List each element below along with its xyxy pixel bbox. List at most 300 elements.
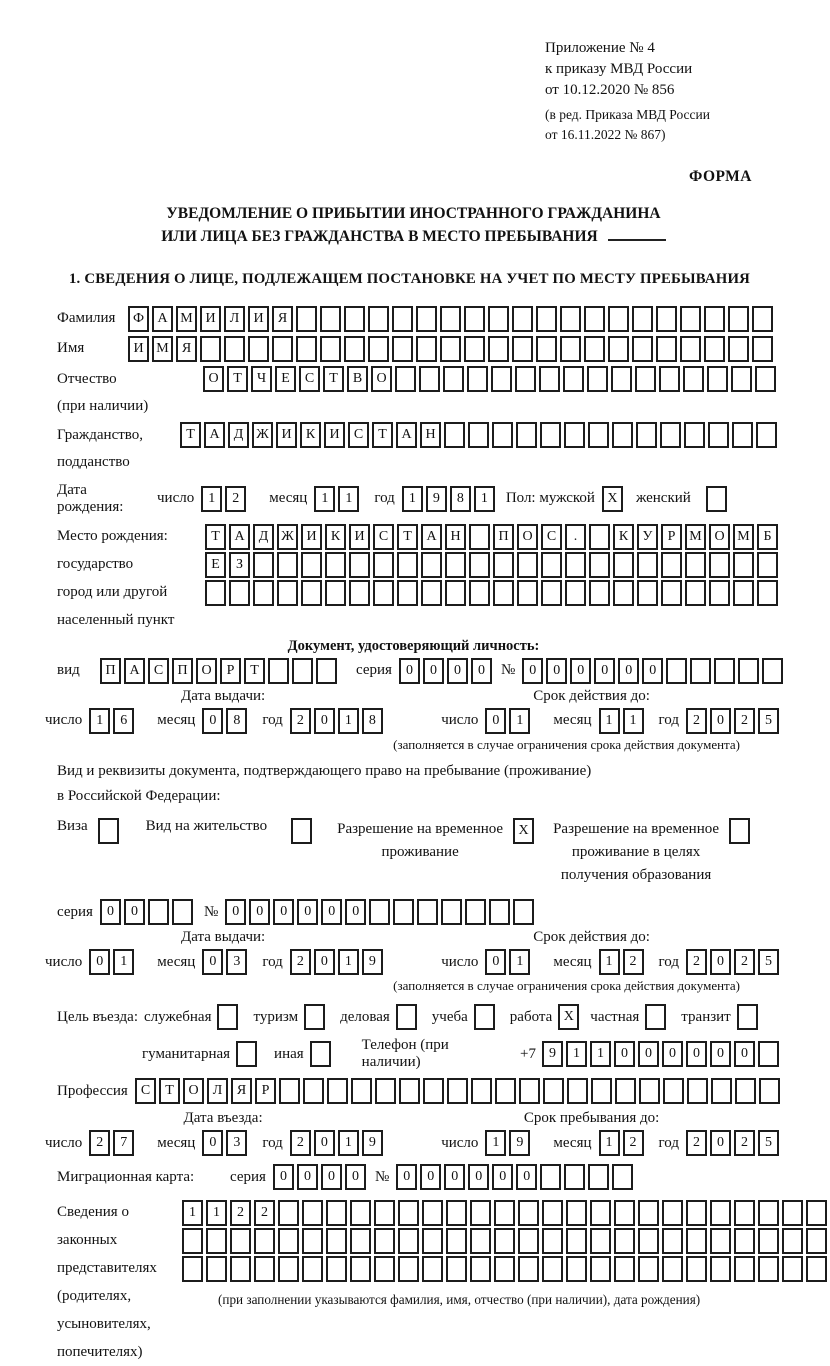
char-cell-empty[interactable]	[278, 1256, 299, 1282]
char-cell-filled[interactable]: 1	[182, 1200, 203, 1226]
char-cell-empty[interactable]	[253, 552, 274, 578]
char-cell-filled[interactable]: О	[196, 658, 217, 684]
char-cell-filled[interactable]: 2	[734, 708, 755, 734]
char-cell-filled[interactable]: И	[301, 524, 322, 550]
char-cell-filled[interactable]: 0	[485, 949, 506, 975]
char-cell-filled[interactable]: К	[325, 524, 346, 550]
char-cell-filled[interactable]: 3	[226, 949, 247, 975]
char-cell-empty[interactable]	[536, 306, 557, 332]
char-cell-empty[interactable]	[612, 1164, 633, 1190]
char-cell-filled[interactable]: С	[373, 524, 394, 550]
char-cell-filled[interactable]: 0	[124, 899, 145, 925]
char-cell-empty[interactable]	[756, 422, 777, 448]
char-cell-filled[interactable]: Л	[207, 1078, 228, 1104]
char-cell-empty[interactable]	[566, 1200, 587, 1226]
char-cell-empty[interactable]	[758, 1256, 779, 1282]
char-cell-empty[interactable]	[758, 1228, 779, 1254]
char-cell-filled[interactable]: 0	[314, 1130, 335, 1156]
char-cell-filled[interactable]: 1	[338, 708, 359, 734]
char-cell-empty[interactable]	[542, 1228, 563, 1254]
char-cell-filled[interactable]: 0	[420, 1164, 441, 1190]
char-cell-empty[interactable]	[567, 1078, 588, 1104]
char-cell-filled[interactable]: 0	[642, 658, 663, 684]
char-cell-filled[interactable]: 0	[638, 1041, 659, 1067]
char-cell-empty[interactable]	[587, 366, 608, 392]
char-cell-empty[interactable]	[292, 658, 313, 684]
char-cell-filled[interactable]: 9	[509, 1130, 530, 1156]
char-cell-filled[interactable]: 0	[522, 658, 543, 684]
char-cell-empty[interactable]	[590, 1228, 611, 1254]
char-cell-empty[interactable]	[469, 580, 490, 606]
char-cell-filled[interactable]: 0	[546, 658, 567, 684]
char-cell-empty[interactable]	[464, 306, 485, 332]
char-cell-empty[interactable]	[656, 336, 677, 362]
char-cell-empty[interactable]	[516, 422, 537, 448]
char-cell-empty[interactable]	[661, 580, 682, 606]
char-cell-empty[interactable]	[661, 552, 682, 578]
char-cell-filled[interactable]: 0	[345, 1164, 366, 1190]
char-cell-filled[interactable]: 3	[226, 1130, 247, 1156]
char-cell-filled[interactable]: А	[152, 306, 173, 332]
char-cell-empty[interactable]	[392, 306, 413, 332]
char-cell-filled[interactable]: 0	[297, 1164, 318, 1190]
char-cell-empty[interactable]	[493, 580, 514, 606]
char-cell-empty[interactable]	[310, 1041, 331, 1067]
char-cell-filled[interactable]: Т	[180, 422, 201, 448]
char-cell-filled[interactable]: О	[203, 366, 224, 392]
char-cell-filled[interactable]: 2	[290, 708, 311, 734]
char-cell-filled[interactable]: Д	[228, 422, 249, 448]
char-cell-filled[interactable]: 2	[623, 949, 644, 975]
char-cell-filled[interactable]: 1	[599, 949, 620, 975]
char-cell-empty[interactable]	[423, 1078, 444, 1104]
char-cell-empty[interactable]	[278, 1200, 299, 1226]
char-cell-empty[interactable]	[278, 1228, 299, 1254]
char-cell-empty[interactable]	[762, 658, 783, 684]
char-cell-empty[interactable]	[303, 1078, 324, 1104]
char-cell-filled[interactable]: 2	[225, 486, 246, 512]
char-cell-empty[interactable]	[296, 336, 317, 362]
char-cell-empty[interactable]	[584, 306, 605, 332]
char-cell-empty[interactable]	[373, 580, 394, 606]
char-cell-filled[interactable]: 2	[290, 949, 311, 975]
char-cell-empty[interactable]	[446, 1228, 467, 1254]
char-cell-filled[interactable]: 2	[686, 949, 707, 975]
char-cell-empty[interactable]	[608, 306, 629, 332]
char-cell-filled[interactable]: X	[602, 486, 623, 512]
char-cell-empty[interactable]	[518, 1228, 539, 1254]
char-cell-filled[interactable]: 0	[314, 949, 335, 975]
char-cell-empty[interactable]	[656, 306, 677, 332]
char-cell-filled[interactable]: 9	[362, 1130, 383, 1156]
char-cell-filled[interactable]: 2	[254, 1200, 275, 1226]
char-cell-filled[interactable]: И	[276, 422, 297, 448]
char-cell-filled[interactable]: А	[229, 524, 250, 550]
char-cell-empty[interactable]	[680, 306, 701, 332]
char-cell-empty[interactable]	[515, 366, 536, 392]
char-cell-empty[interactable]	[806, 1256, 827, 1282]
char-cell-filled[interactable]: 0	[614, 1041, 635, 1067]
char-cell-empty[interactable]	[419, 366, 440, 392]
char-cell-empty[interactable]	[662, 1256, 683, 1282]
char-cell-empty[interactable]	[396, 1004, 417, 1030]
char-cell-empty[interactable]	[374, 1228, 395, 1254]
char-cell-empty[interactable]	[464, 336, 485, 362]
char-cell-empty[interactable]	[230, 1256, 251, 1282]
char-cell-empty[interactable]	[492, 422, 513, 448]
char-cell-filled[interactable]: Ч	[251, 366, 272, 392]
char-cell-filled[interactable]: А	[396, 422, 417, 448]
char-cell-empty[interactable]	[494, 1228, 515, 1254]
char-cell-filled[interactable]: 2	[686, 1130, 707, 1156]
char-cell-empty[interactable]	[704, 336, 725, 362]
char-cell-filled[interactable]: 1	[590, 1041, 611, 1067]
char-cell-filled[interactable]: Т	[323, 366, 344, 392]
char-cell-filled[interactable]: 0	[202, 949, 223, 975]
char-cell-empty[interactable]	[489, 899, 510, 925]
char-cell-filled[interactable]: 0	[89, 949, 110, 975]
char-cell-filled[interactable]: И	[248, 306, 269, 332]
char-cell-empty[interactable]	[445, 580, 466, 606]
char-cell-filled[interactable]: 0	[321, 899, 342, 925]
char-cell-empty[interactable]	[517, 580, 538, 606]
char-cell-filled[interactable]: Д	[253, 524, 274, 550]
char-cell-empty[interactable]	[349, 580, 370, 606]
char-cell-empty[interactable]	[421, 580, 442, 606]
char-cell-filled[interactable]: Р	[220, 658, 241, 684]
char-cell-empty[interactable]	[540, 1164, 561, 1190]
char-cell-empty[interactable]	[518, 1256, 539, 1282]
char-cell-empty[interactable]	[589, 524, 610, 550]
char-cell-empty[interactable]	[368, 306, 389, 332]
char-cell-empty[interactable]	[806, 1200, 827, 1226]
char-cell-empty[interactable]	[374, 1256, 395, 1282]
char-cell-empty[interactable]	[732, 422, 753, 448]
char-cell-filled[interactable]: 8	[362, 708, 383, 734]
char-cell-filled[interactable]: X	[513, 818, 534, 844]
char-cell-empty[interactable]	[474, 1004, 495, 1030]
char-cell-empty[interactable]	[707, 366, 728, 392]
char-cell-filled[interactable]: 0	[273, 899, 294, 925]
char-cell-empty[interactable]	[253, 580, 274, 606]
char-cell-empty[interactable]	[612, 422, 633, 448]
char-cell-empty[interactable]	[566, 1228, 587, 1254]
char-cell-empty[interactable]	[291, 818, 312, 844]
char-cell-filled[interactable]: 5	[758, 708, 779, 734]
char-cell-empty[interactable]	[710, 1228, 731, 1254]
char-cell-filled[interactable]: 0	[516, 1164, 537, 1190]
char-cell-empty[interactable]	[519, 1078, 540, 1104]
char-cell-empty[interactable]	[659, 366, 680, 392]
char-cell-filled[interactable]: И	[324, 422, 345, 448]
char-cell-filled[interactable]: 0	[468, 1164, 489, 1190]
char-cell-empty[interactable]	[230, 1228, 251, 1254]
char-cell-empty[interactable]	[645, 1004, 666, 1030]
char-cell-filled[interactable]: О	[183, 1078, 204, 1104]
char-cell-filled[interactable]: 0	[100, 899, 121, 925]
char-cell-empty[interactable]	[172, 899, 193, 925]
char-cell-filled[interactable]: Т	[244, 658, 265, 684]
char-cell-empty[interactable]	[440, 336, 461, 362]
char-cell-empty[interactable]	[494, 1200, 515, 1226]
char-cell-empty[interactable]	[637, 580, 658, 606]
char-cell-empty[interactable]	[635, 366, 656, 392]
char-cell-empty[interactable]	[709, 552, 730, 578]
char-cell-filled[interactable]: 0	[570, 658, 591, 684]
char-cell-empty[interactable]	[465, 899, 486, 925]
char-cell-filled[interactable]: 1	[509, 708, 530, 734]
char-cell-empty[interactable]	[542, 1256, 563, 1282]
char-cell-empty[interactable]	[467, 366, 488, 392]
char-cell-filled[interactable]: Я	[176, 336, 197, 362]
char-cell-filled[interactable]: 0	[202, 1130, 223, 1156]
char-cell-filled[interactable]: 1	[89, 708, 110, 734]
char-cell-empty[interactable]	[398, 1256, 419, 1282]
char-cell-empty[interactable]	[687, 1078, 708, 1104]
char-cell-empty[interactable]	[541, 580, 562, 606]
char-cell-empty[interactable]	[443, 366, 464, 392]
char-cell-empty[interactable]	[738, 658, 759, 684]
char-cell-empty[interactable]	[589, 552, 610, 578]
char-cell-empty[interactable]	[566, 1256, 587, 1282]
char-cell-filled[interactable]: 0	[710, 708, 731, 734]
char-cell-filled[interactable]: Е	[275, 366, 296, 392]
char-cell-empty[interactable]	[512, 306, 533, 332]
char-cell-empty[interactable]	[615, 1078, 636, 1104]
char-cell-empty[interactable]	[752, 306, 773, 332]
char-cell-empty[interactable]	[589, 580, 610, 606]
char-cell-filled[interactable]: 8	[450, 486, 471, 512]
char-cell-filled[interactable]: 0	[345, 899, 366, 925]
char-cell-empty[interactable]	[638, 1228, 659, 1254]
char-cell-empty[interactable]	[608, 336, 629, 362]
char-cell-filled[interactable]: 0	[423, 658, 444, 684]
char-cell-empty[interactable]	[685, 552, 706, 578]
char-cell-empty[interactable]	[686, 1200, 707, 1226]
char-cell-empty[interactable]	[277, 552, 298, 578]
char-cell-filled[interactable]: С	[148, 658, 169, 684]
char-cell-filled[interactable]: 1	[338, 949, 359, 975]
char-cell-empty[interactable]	[254, 1256, 275, 1282]
char-cell-filled[interactable]: В	[347, 366, 368, 392]
char-cell-empty[interactable]	[469, 552, 490, 578]
char-cell-empty[interactable]	[666, 658, 687, 684]
char-cell-empty[interactable]	[686, 1256, 707, 1282]
char-cell-empty[interactable]	[488, 306, 509, 332]
char-cell-empty[interactable]	[710, 1256, 731, 1282]
char-cell-filled[interactable]: 0	[321, 1164, 342, 1190]
char-cell-filled[interactable]: 0	[492, 1164, 513, 1190]
char-cell-empty[interactable]	[683, 366, 704, 392]
char-cell-empty[interactable]	[711, 1078, 732, 1104]
char-cell-empty[interactable]	[369, 899, 390, 925]
char-cell-empty[interactable]	[543, 1078, 564, 1104]
char-cell-empty[interactable]	[301, 552, 322, 578]
char-cell-filled[interactable]: 0	[399, 658, 420, 684]
char-cell-empty[interactable]	[422, 1228, 443, 1254]
char-cell-filled[interactable]: С	[348, 422, 369, 448]
char-cell-empty[interactable]	[493, 552, 514, 578]
char-cell-empty[interactable]	[279, 1078, 300, 1104]
char-cell-empty[interactable]	[470, 1228, 491, 1254]
char-cell-empty[interactable]	[470, 1200, 491, 1226]
char-cell-filled[interactable]: М	[733, 524, 754, 550]
char-cell-empty[interactable]	[759, 1078, 780, 1104]
char-cell-filled[interactable]: 1	[314, 486, 335, 512]
char-cell-empty[interactable]	[560, 336, 581, 362]
char-cell-empty[interactable]	[636, 422, 657, 448]
char-cell-filled[interactable]: З	[229, 552, 250, 578]
char-cell-filled[interactable]: 9	[426, 486, 447, 512]
char-cell-filled[interactable]: 5	[758, 1130, 779, 1156]
char-cell-filled[interactable]: Н	[445, 524, 466, 550]
char-cell-filled[interactable]: 2	[290, 1130, 311, 1156]
char-cell-filled[interactable]: С	[135, 1078, 156, 1104]
char-cell-filled[interactable]: 0	[485, 708, 506, 734]
char-cell-empty[interactable]	[206, 1256, 227, 1282]
char-cell-empty[interactable]	[350, 1228, 371, 1254]
char-cell-filled[interactable]: 0	[396, 1164, 417, 1190]
char-cell-filled[interactable]: 6	[113, 708, 134, 734]
char-cell-filled[interactable]: 2	[734, 1130, 755, 1156]
char-cell-empty[interactable]	[272, 336, 293, 362]
char-cell-empty[interactable]	[541, 552, 562, 578]
char-cell-filled[interactable]: Б	[757, 524, 778, 550]
char-cell-empty[interactable]	[782, 1228, 803, 1254]
char-cell-filled[interactable]: О	[709, 524, 730, 550]
char-cell-empty[interactable]	[349, 552, 370, 578]
char-cell-empty[interactable]	[662, 1200, 683, 1226]
char-cell-filled[interactable]: 1	[474, 486, 495, 512]
char-cell-empty[interactable]	[518, 1200, 539, 1226]
char-cell-filled[interactable]: Я	[272, 306, 293, 332]
char-cell-filled[interactable]: 2	[89, 1130, 110, 1156]
char-cell-empty[interactable]	[229, 580, 250, 606]
char-cell-empty[interactable]	[325, 552, 346, 578]
char-cell-empty[interactable]	[468, 422, 489, 448]
char-cell-filled[interactable]: 0	[297, 899, 318, 925]
char-cell-empty[interactable]	[710, 1200, 731, 1226]
char-cell-empty[interactable]	[375, 1078, 396, 1104]
char-cell-filled[interactable]: 1	[402, 486, 423, 512]
char-cell-empty[interactable]	[470, 1256, 491, 1282]
char-cell-empty[interactable]	[326, 1228, 347, 1254]
char-cell-empty[interactable]	[714, 658, 735, 684]
char-cell-empty[interactable]	[588, 1164, 609, 1190]
char-cell-empty[interactable]	[539, 366, 560, 392]
char-cell-empty[interactable]	[327, 1078, 348, 1104]
char-cell-empty[interactable]	[757, 552, 778, 578]
char-cell-empty[interactable]	[757, 580, 778, 606]
char-cell-empty[interactable]	[268, 658, 289, 684]
char-cell-empty[interactable]	[611, 366, 632, 392]
char-cell-filled[interactable]: 0	[618, 658, 639, 684]
char-cell-filled[interactable]: Т	[397, 524, 418, 550]
char-cell-filled[interactable]: Р	[255, 1078, 276, 1104]
char-cell-empty[interactable]	[351, 1078, 372, 1104]
char-cell-empty[interactable]	[236, 1041, 257, 1067]
char-cell-filled[interactable]: 2	[686, 708, 707, 734]
char-cell-empty[interactable]	[542, 1200, 563, 1226]
char-cell-filled[interactable]: 1	[201, 486, 222, 512]
char-cell-empty[interactable]	[686, 1228, 707, 1254]
char-cell-empty[interactable]	[395, 366, 416, 392]
char-cell-filled[interactable]: 0	[471, 658, 492, 684]
char-cell-empty[interactable]	[320, 306, 341, 332]
char-cell-empty[interactable]	[758, 1200, 779, 1226]
char-cell-empty[interactable]	[205, 580, 226, 606]
char-cell-empty[interactable]	[148, 899, 169, 925]
char-cell-empty[interactable]	[632, 336, 653, 362]
char-cell-empty[interactable]	[733, 580, 754, 606]
char-cell-filled[interactable]: 8	[226, 708, 247, 734]
char-cell-filled[interactable]: 0	[594, 658, 615, 684]
char-cell-empty[interactable]	[182, 1256, 203, 1282]
char-cell-empty[interactable]	[733, 552, 754, 578]
char-cell-empty[interactable]	[302, 1200, 323, 1226]
char-cell-empty[interactable]	[513, 899, 534, 925]
char-cell-filled[interactable]: 0	[202, 708, 223, 734]
char-cell-empty[interactable]	[565, 580, 586, 606]
char-cell-filled[interactable]: Т	[227, 366, 248, 392]
char-cell-empty[interactable]	[350, 1200, 371, 1226]
char-cell-filled[interactable]: 0	[710, 1130, 731, 1156]
char-cell-filled[interactable]: М	[685, 524, 706, 550]
char-cell-empty[interactable]	[638, 1256, 659, 1282]
char-cell-empty[interactable]	[447, 1078, 468, 1104]
char-cell-filled[interactable]: 0	[734, 1041, 755, 1067]
char-cell-empty[interactable]	[217, 1004, 238, 1030]
char-cell-empty[interactable]	[445, 552, 466, 578]
char-cell-filled[interactable]: Т	[159, 1078, 180, 1104]
char-cell-empty[interactable]	[517, 552, 538, 578]
char-cell-empty[interactable]	[344, 306, 365, 332]
char-cell-empty[interactable]	[399, 1078, 420, 1104]
char-cell-empty[interactable]	[302, 1228, 323, 1254]
char-cell-empty[interactable]	[469, 524, 490, 550]
char-cell-empty[interactable]	[704, 306, 725, 332]
char-cell-filled[interactable]: И	[349, 524, 370, 550]
char-cell-empty[interactable]	[752, 336, 773, 362]
char-cell-empty[interactable]	[416, 336, 437, 362]
char-cell-empty[interactable]	[422, 1256, 443, 1282]
char-cell-filled[interactable]: 1	[338, 486, 359, 512]
char-cell-filled[interactable]: 0	[225, 899, 246, 925]
char-cell-empty[interactable]	[614, 1200, 635, 1226]
char-cell-empty[interactable]	[584, 336, 605, 362]
char-cell-empty[interactable]	[632, 306, 653, 332]
char-cell-filled[interactable]: 0	[686, 1041, 707, 1067]
char-cell-empty[interactable]	[422, 1200, 443, 1226]
char-cell-filled[interactable]: 1	[566, 1041, 587, 1067]
char-cell-filled[interactable]: О	[371, 366, 392, 392]
char-cell-empty[interactable]	[440, 306, 461, 332]
char-cell-filled[interactable]: 1	[509, 949, 530, 975]
char-cell-empty[interactable]	[206, 1228, 227, 1254]
char-cell-empty[interactable]	[421, 552, 442, 578]
char-cell-empty[interactable]	[446, 1200, 467, 1226]
char-cell-empty[interactable]	[638, 1200, 659, 1226]
char-cell-filled[interactable]: С	[299, 366, 320, 392]
char-cell-filled[interactable]: И	[200, 306, 221, 332]
char-cell-empty[interactable]	[614, 1256, 635, 1282]
char-cell-empty[interactable]	[254, 1228, 275, 1254]
char-cell-filled[interactable]: 0	[662, 1041, 683, 1067]
char-cell-filled[interactable]: 0	[710, 1041, 731, 1067]
char-cell-empty[interactable]	[709, 580, 730, 606]
char-cell-empty[interactable]	[325, 580, 346, 606]
char-cell-filled[interactable]: 1	[485, 1130, 506, 1156]
